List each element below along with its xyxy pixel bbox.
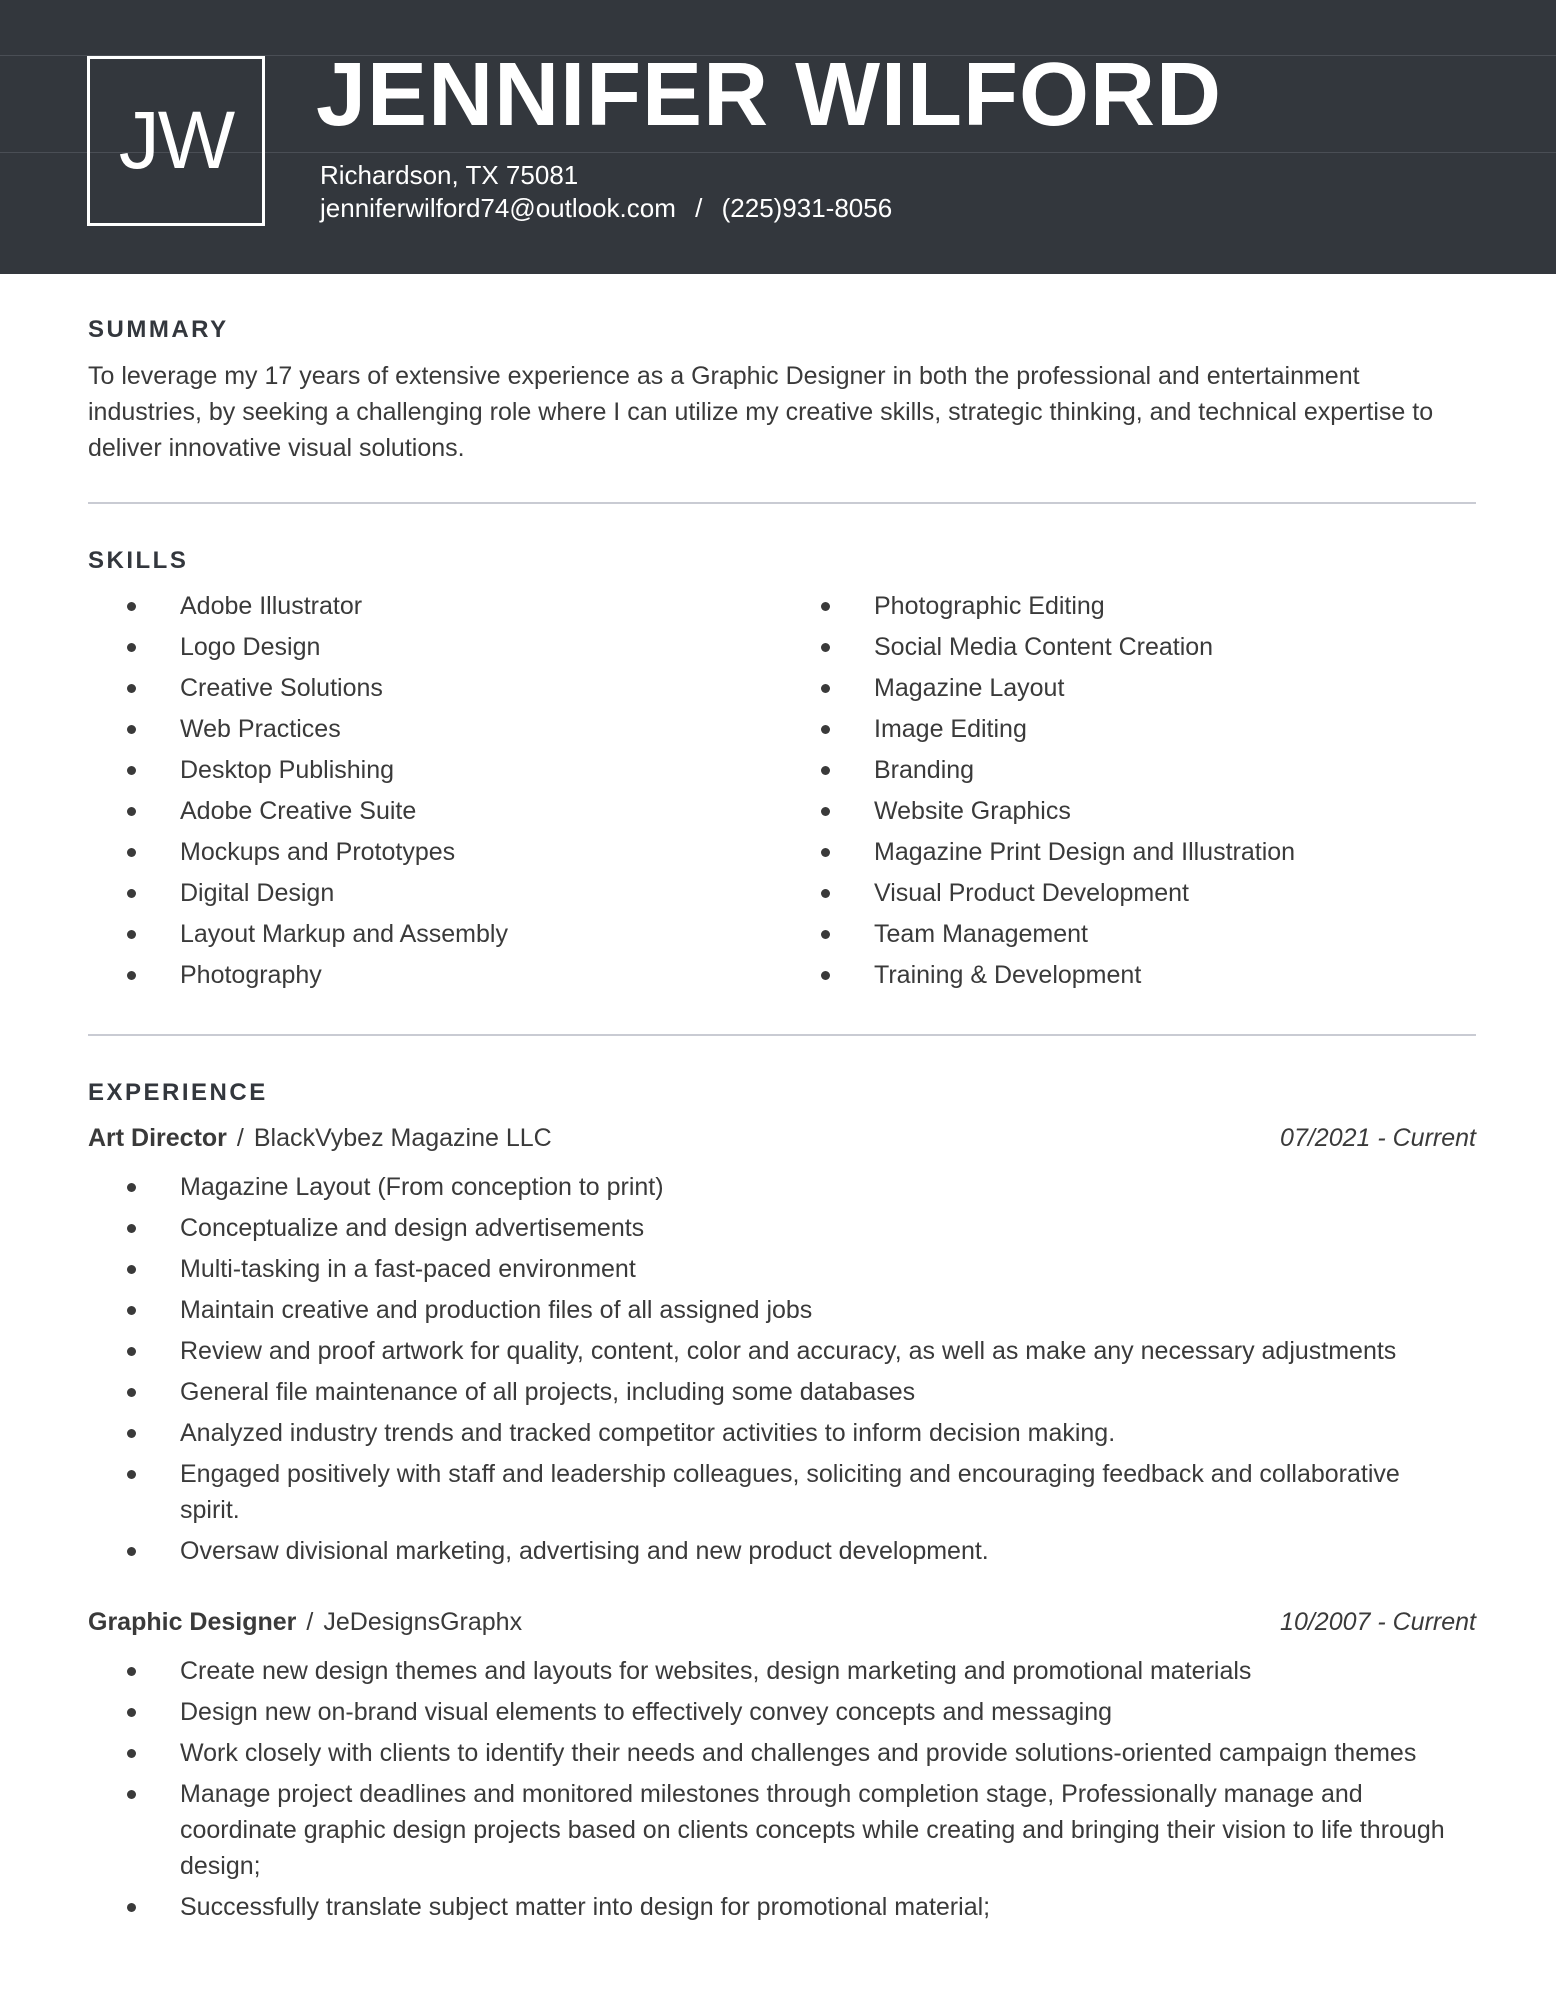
- bullet-item: [180, 1776, 1490, 1884]
- company-name: BlackVybez Magazine LLC: [253, 1124, 552, 1152]
- job-separator: /: [306, 1608, 314, 1636]
- skill-item: Logo Design: [180, 629, 320, 665]
- summary-line: industries, by seeking a challenging role where I can utilize my creative skills, strategic thinking, and technical expertise to: [88, 398, 1434, 426]
- bullet-text-line: Successfully translate subject matter into design for promotional material;: [180, 1893, 991, 1921]
- address: Richardson, TX 75081: [320, 160, 579, 190]
- bullet-text-line: Oversaw divisional marketing, advertising and new product development.: [180, 1537, 989, 1565]
- skill-item: Photography: [180, 957, 322, 993]
- candidate-name: JENNIFER WILFORD: [316, 45, 1222, 145]
- bullet-text-line: coordinate graphic design projects based on clients concepts while creating and bringing their vision to life through: [180, 1816, 1445, 1844]
- contact-line: [320, 193, 892, 224]
- bullet-text-line: Multi-tasking in a fast-paced environment: [180, 1255, 636, 1283]
- skill-item: Visual Product Development: [874, 875, 1189, 911]
- experience-heading: EXPERIENCE: [88, 1079, 268, 1106]
- bullet-item: [180, 1415, 1490, 1451]
- skill-item: Training & Development: [874, 957, 1141, 993]
- bullet-item: [180, 1374, 1490, 1410]
- bullet-text-line: design;: [180, 1852, 261, 1880]
- bullet-item: [180, 1533, 1490, 1569]
- company-name: JeDesignsGraphx: [323, 1608, 523, 1636]
- summary-text: [88, 358, 1488, 466]
- resume-header: [0, 0, 1556, 274]
- monogram-initials: JW: [87, 56, 265, 226]
- bullet-text-line: Work closely with clients to identify their needs and challenges and provide solutions-oriented campaign themes: [180, 1739, 1417, 1767]
- skill-item: Layout Markup and Assembly: [180, 916, 508, 952]
- bullet-text-line: Review and proof artwork for quality, content, color and accuracy, as well as make any necessary adjustments: [180, 1337, 1397, 1365]
- job-dates: 10/2007 - Current: [1280, 1608, 1476, 1636]
- skills-heading: SKILLS: [88, 547, 189, 574]
- bullet-item: [180, 1653, 1490, 1689]
- job-title: Art Director: [88, 1124, 227, 1152]
- job-header: [88, 1120, 1476, 1156]
- job-title: Graphic Designer: [88, 1608, 297, 1636]
- skill-item: Magazine Print Design and Illustration: [874, 834, 1295, 870]
- bullet-text-line: Analyzed industry trends and tracked competitor activities to inform decision making.: [180, 1419, 1116, 1447]
- bullet-text-line: Engaged positively with staff and leadership colleagues, soliciting and encouraging feedback and collaborative: [180, 1460, 1400, 1488]
- skill-item: Adobe Creative Suite: [180, 793, 416, 829]
- skill-item: Web Practices: [180, 711, 341, 747]
- bullet-text-line: spirit.: [180, 1496, 240, 1524]
- skill-item: Team Management: [874, 916, 1088, 952]
- bullet-text-line: Create new design themes and layouts for websites, design marketing and promotional materials: [180, 1657, 1252, 1685]
- skill-item: Social Media Content Creation: [874, 629, 1213, 665]
- skill-item: Digital Design: [180, 875, 334, 911]
- skill-item: Desktop Publishing: [180, 752, 394, 788]
- bullet-item: [180, 1889, 1490, 1925]
- job-header: [88, 1604, 1476, 1640]
- summary-line: To leverage my 17 years of extensive experience as a Graphic Designer in both the professional and entertainment: [88, 362, 1360, 390]
- bullet-item: [180, 1292, 1490, 1328]
- bullet-item: [180, 1694, 1490, 1730]
- summary-line: deliver innovative visual solutions.: [88, 434, 465, 462]
- skill-item: Image Editing: [874, 711, 1027, 747]
- bullet-item: [180, 1735, 1490, 1771]
- skill-item: Mockups and Prototypes: [180, 834, 455, 870]
- bullet-item: [180, 1210, 1490, 1246]
- email: jenniferwilford74@outlook.com: [320, 193, 676, 223]
- section-divider: [88, 502, 1476, 504]
- bullet-text-line: General file maintenance of all projects, including some databases: [180, 1378, 916, 1406]
- contact-separator: /: [695, 193, 703, 223]
- summary-heading: SUMMARY: [88, 316, 229, 343]
- skill-item: Website Graphics: [874, 793, 1071, 829]
- bullet-text-line: Maintain creative and production files of all assigned jobs: [180, 1296, 813, 1324]
- skill-item: Branding: [874, 752, 974, 788]
- bullet-text-line: Manage project deadlines and monitored milestones through completion stage, Professionally manage and: [180, 1780, 1363, 1808]
- bullet-item: [180, 1456, 1490, 1528]
- skill-item: Magazine Layout: [874, 670, 1064, 706]
- bullet-text-line: Conceptualize and design advertisements: [180, 1214, 645, 1242]
- bullet-item: [180, 1169, 1490, 1205]
- skill-item: Creative Solutions: [180, 670, 383, 706]
- bullet-text-line: Design new on-brand visual elements to effectively convey concepts and messaging: [180, 1698, 1113, 1726]
- section-divider: [88, 1034, 1476, 1036]
- job-dates: 07/2021 - Current: [1280, 1124, 1476, 1152]
- bullet-item: [180, 1333, 1490, 1369]
- skill-item: Adobe Illustrator: [180, 588, 362, 624]
- skill-item: Photographic Editing: [874, 588, 1105, 624]
- bullet-text-line: Magazine Layout (From conception to print): [180, 1173, 664, 1201]
- job-separator: /: [236, 1124, 244, 1152]
- bullet-item: [180, 1251, 1490, 1287]
- phone: (225)931-8056: [721, 193, 893, 223]
